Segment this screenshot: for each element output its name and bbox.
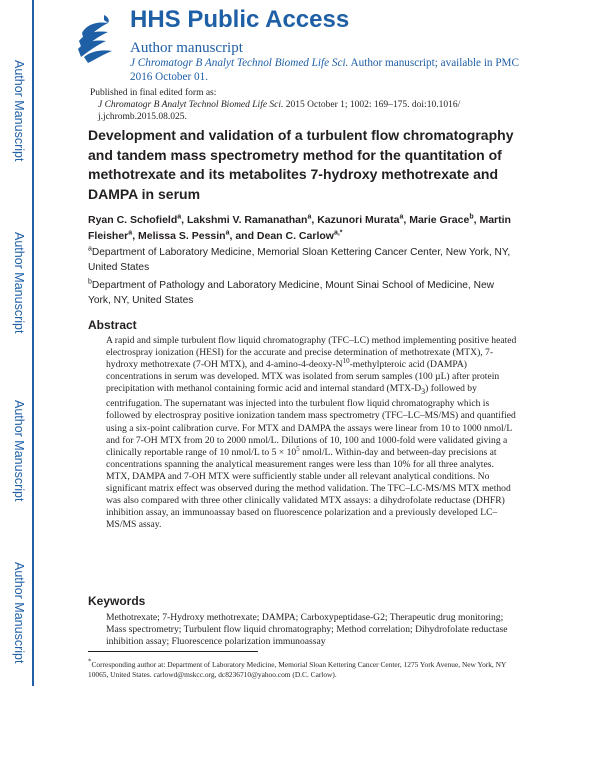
abstract-heading: Abstract	[88, 318, 137, 332]
side-label-author-manuscript: Author Manuscript	[12, 562, 26, 664]
author-6: Melissa S. Pessin	[138, 230, 226, 242]
side-label-author-manuscript: Author Manuscript	[12, 232, 26, 334]
doi-link[interactable]: j.jchromb.2015.08.025.	[98, 112, 187, 122]
author-1: Ryan C. Schofield	[88, 214, 178, 226]
published-label: Published in final edited form as:	[90, 88, 217, 98]
author-manuscript-label: Author manuscript	[130, 40, 243, 56]
author-7: Dean C. Carlow	[256, 230, 334, 242]
author-4: Marie Grace	[409, 214, 470, 226]
author-5: Martin Fleisher	[88, 214, 511, 242]
affiliation-b: $^b$Department of Pathology and Laboratory Medicine, Mount Sinai School of Medicine, New York, NY, United States	[88, 278, 494, 306]
author-2: Lakshmi V. Ramanathan	[187, 214, 308, 226]
keywords-body: Methotrexate; 7-Hydroxy methotrexate; DAMPA; Carboxypeptidase-G2; Therapeutic drug monitoring; Mass spectrometry; Turbulent flow liquid chromatography; Method correlation; Dihydrofolate reductase inhibition assay; Fluorescence polarization immunoassay	[106, 612, 508, 648]
footnote-rule	[88, 651, 258, 652]
side-label-author-manuscript: Author Manuscript	[12, 60, 26, 162]
hhs-eagle-logo-icon	[70, 11, 120, 65]
paper-title: Development and validation of a turbulent flow chromatography and tandem mass spectrometry method for the quantitation of methotrexate and its metabolites 7-hydroxy methotrexate and DAMPA in serum	[88, 127, 514, 202]
publication-info	[90, 87, 520, 123]
author-list: Ryan C. Schofield$^a$, Lakshmi V. Ramanathan$^a$, Kazunori Murata$^a$, Marie Grace$^b$, Martin Fleisher$^a$, Melissa S. Pessin$^a$, and Dean C. Carlow$^{a,*}$	[88, 213, 511, 242]
publication-citation: J Chromatogr B Analyt Technol Biomed Life Sci. 2015 October 1; 1002: 169–175. doi:10.1016/	[98, 100, 461, 110]
affiliation-a: $^a$Department of Laboratory Medicine, Memorial Sloan Kettering Cancer Center, New York, NY, United States	[88, 245, 511, 273]
hhs-public-access-title: HHS Public Access	[130, 6, 350, 33]
abstract-body: A rapid and simple turbulent flow liquid chromatography (TFC–LC) method implementing positive heated electrospray ionization (HESI) for the accurate and precise determination of methotrexate (MTX), 7-hydroxy methotrexate (7-OH MTX), and $4-amino-4-deoxy-N^{10}$-methylpteroic acid (DAMPA) concentrations in serum was developed. MTX was isolated from serum samples (100 µL) after protein precipitation with methanol containing formic acid and internal standard $(MTX-D_3)$ followed by centrifugation. The supernatant was injected into the turbulent flow liquid chromatography which is followed by electrospray positive ionization tandem mass spectrometry (TFC–LC–MS/MS) and quantified using a six-point calibration curve. For MTX and DAMPA the assays were linear from 10 to 1000 nmol/L and for 7-OH MTX from 20 to 2000 nmol/L. Dilutions of 10, 100 and 1000-fold were validated giving a clinically reportable range of 10 nmol/L to $5 \times 10^5$ nmol/L. Within-day and between-day precisions at concentrations spanning the analytical measurement ranges were less than 10% for all three analytes. MTX, DAMPA and 7-OH MTX were sufficiently stable under all relevant analytical conditions. No significant matrix effect was observed during the method validation. The TFC–LC-MS/MS MTX method was also compared with three other clinically validated MTX assays: a dihydrofolate reductase (DHFR) inhibition assay, an immunoassay based on fluorescence polarization and a previously developed LC–MS/MS assay.	[106, 335, 517, 531]
keywords-heading: Keywords	[88, 594, 146, 608]
side-label-author-manuscript: Author Manuscript	[12, 400, 26, 502]
side-rule	[32, 0, 34, 686]
author-3: Kazunori Murata	[317, 214, 400, 226]
journal-citation: J Chromatogr B Analyt Technol Biomed Life Sci. Author manuscript; available in PMC 2016 October 01.	[130, 57, 519, 83]
corresponding-author-footnote: *Corresponding author at: Department of Laboratory Medicine, Memorial Sloan Kettering Cancer Center, 1275 York Avenue, New York, NY 10065, United States. carlowd@mskcc.org, dc8236710@yahoo.com (D.C. Carlow).	[88, 657, 507, 679]
